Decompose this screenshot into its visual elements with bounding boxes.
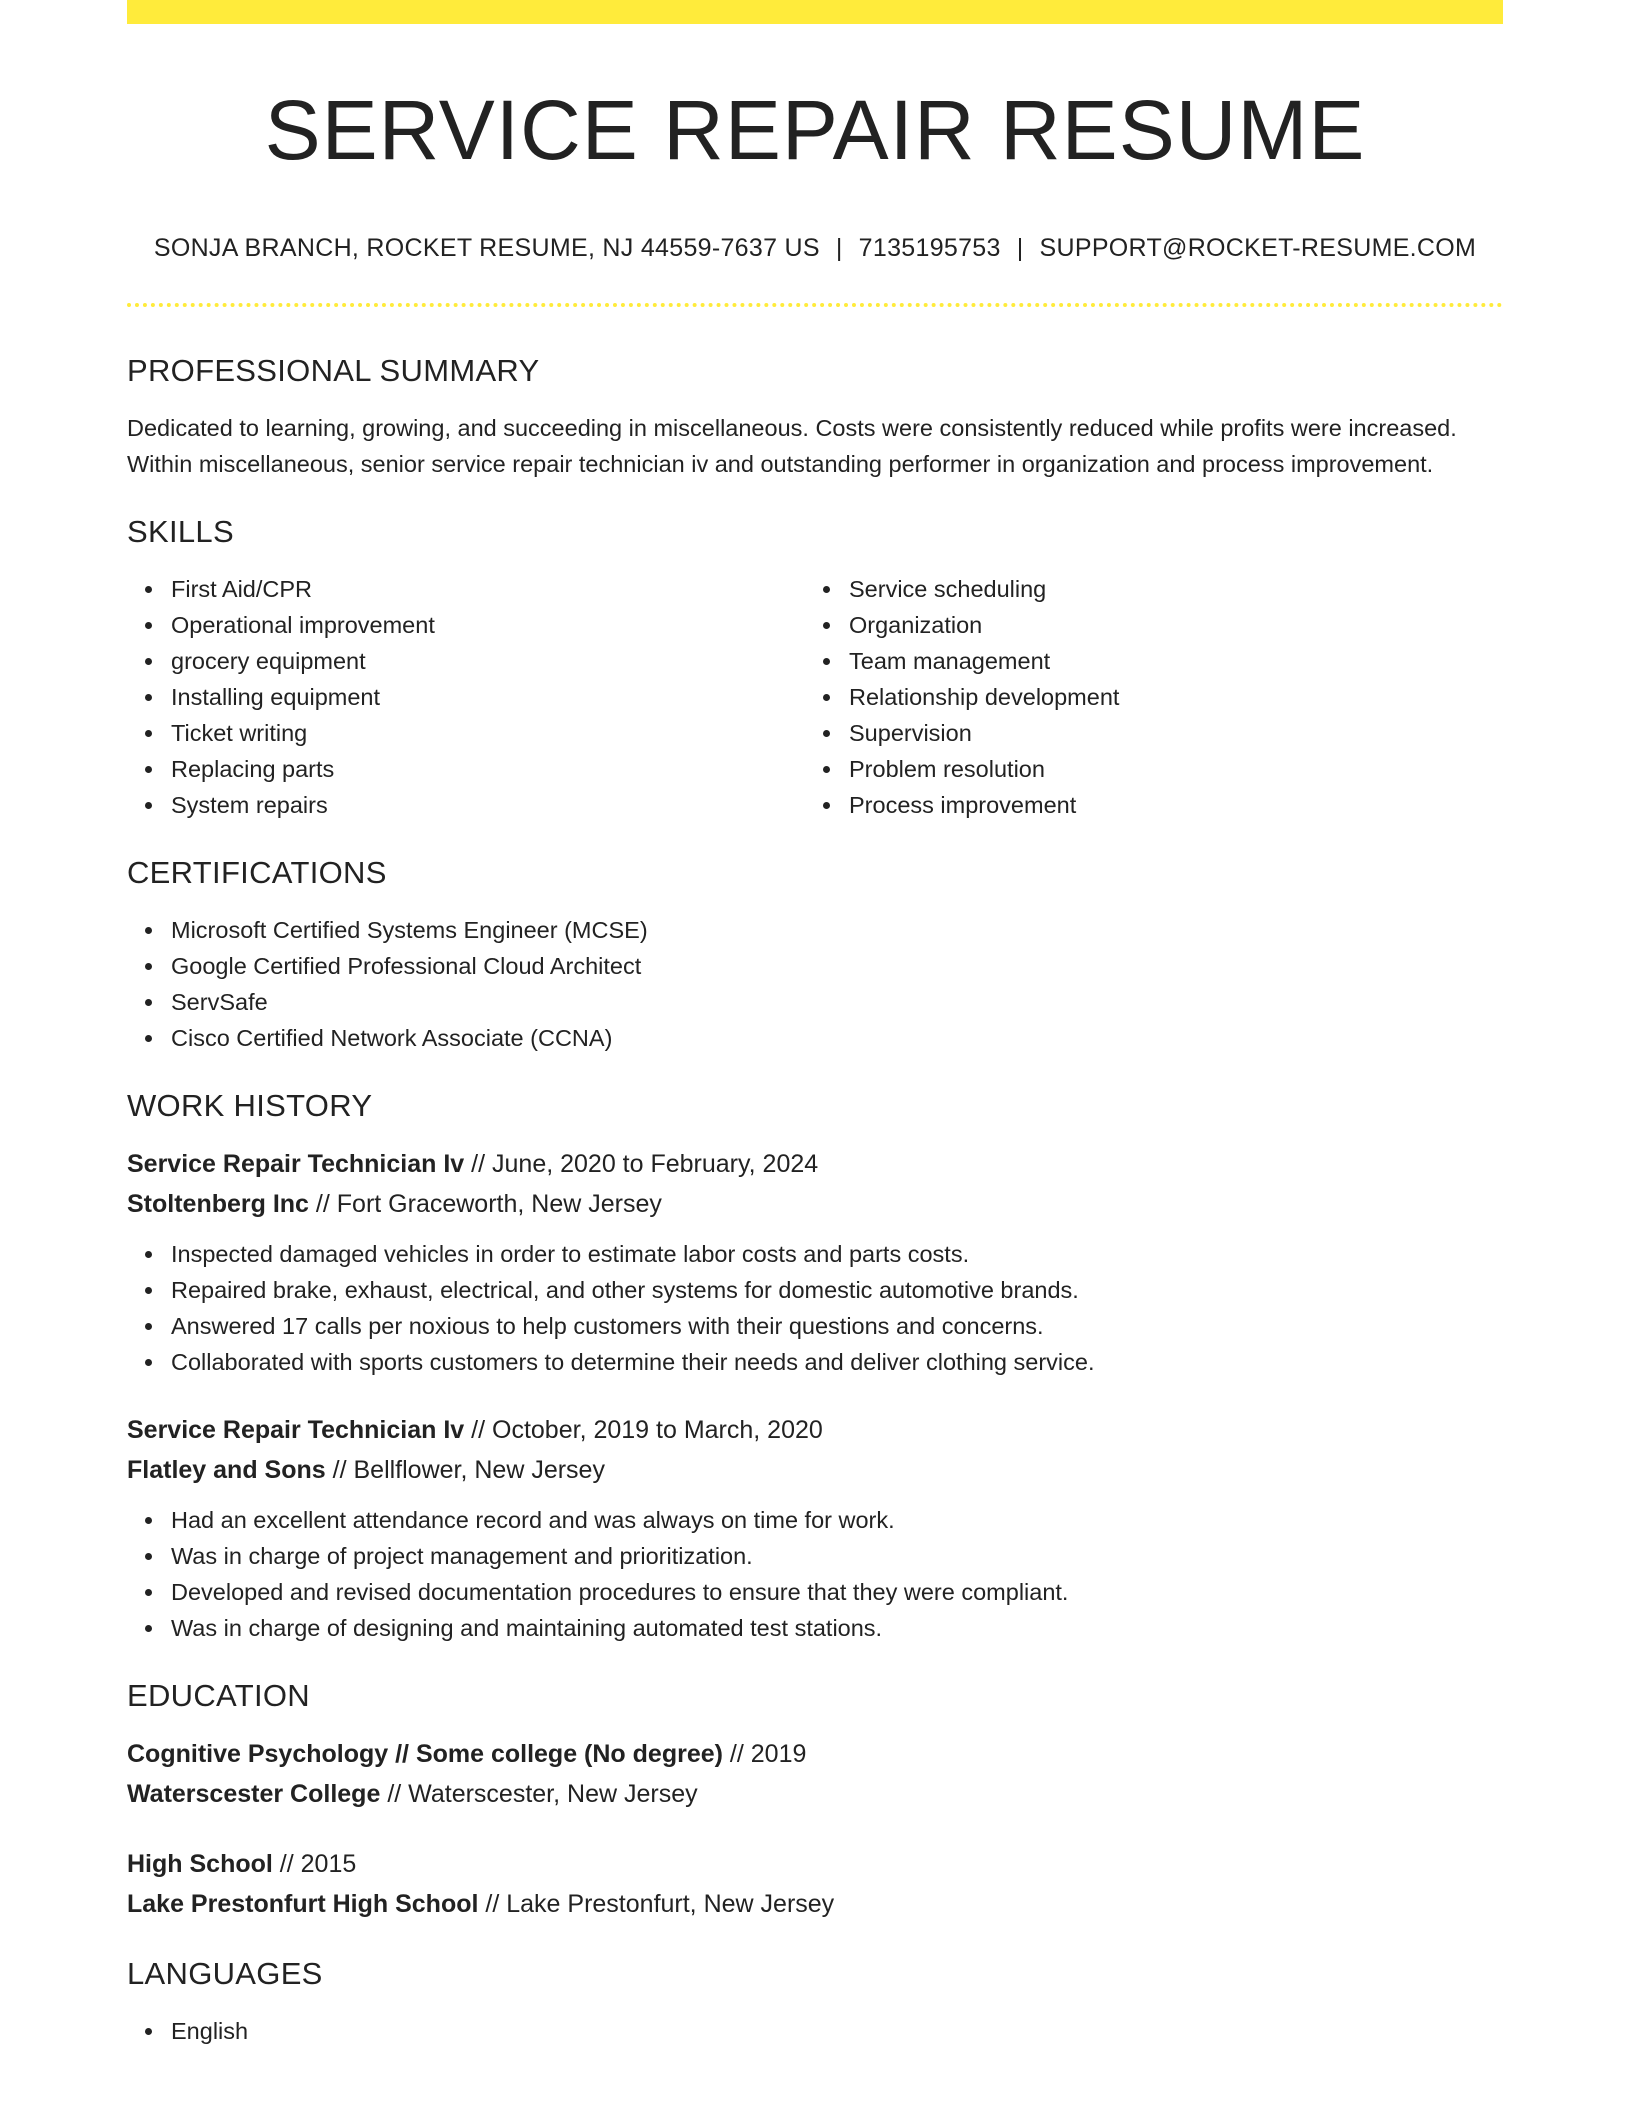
skill-item: Replacing parts: [171, 751, 805, 787]
contact-phone: 7135195753: [858, 234, 1001, 263]
separator: //: [279, 1850, 294, 1879]
education-degree-line: [127, 1734, 1503, 1774]
education-degree: High School: [127, 1850, 273, 1879]
education-year: 2019: [750, 1740, 807, 1769]
job-bullet: Inspected damaged vehicles in order to estimate labor costs and parts costs.: [171, 1236, 1503, 1272]
skill-item: grocery equipment: [171, 643, 805, 679]
dotted-divider: [127, 303, 1503, 307]
job-title: Service Repair Technician Iv: [127, 1416, 465, 1445]
summary-text: Dedicated to learning, growing, and succeeding in miscellaneous. Costs were consistently reduced while profits were increased. Within miscellaneous, senior service repair technician iv and outstanding performer in organization and process improvement.: [127, 415, 1457, 478]
education-entry: [127, 1734, 1503, 1814]
skills-list-right: [805, 571, 1483, 823]
separator: //: [332, 1456, 347, 1485]
contact-separator: |: [835, 234, 843, 263]
education-heading: EDUCATION: [127, 1678, 310, 1714]
contact-separator: |: [1016, 234, 1024, 263]
job-bullets: [127, 1236, 1503, 1380]
skill-item: Operational improvement: [171, 607, 805, 643]
skill-item: First Aid/CPR: [171, 571, 805, 607]
job-title-line: [127, 1410, 1503, 1450]
education-year: 2015: [300, 1850, 357, 1879]
job-location: Bellflower, New Jersey: [353, 1456, 605, 1485]
summary-heading: PROFESSIONAL SUMMARY: [127, 353, 540, 389]
certification-item: Google Certified Professional Cloud Architect: [171, 948, 1503, 984]
job-company-line: [127, 1184, 1503, 1224]
job-bullets: [127, 1502, 1503, 1646]
certification-item: ServSafe: [171, 984, 1503, 1020]
job-bullet: Was in charge of designing and maintaining automated test stations.: [171, 1610, 1503, 1646]
skill-item: Problem resolution: [849, 751, 1483, 787]
skill-item: Installing equipment: [171, 679, 805, 715]
separator: //: [729, 1740, 744, 1769]
certification-item: Microsoft Certified Systems Engineer (MCSE): [171, 912, 1503, 948]
certification-item: Cisco Certified Network Associate (CCNA): [171, 1020, 1503, 1056]
languages-heading: LANGUAGES: [127, 1956, 323, 1992]
job-bullet: Developed and revised documentation procedures to ensure that they were compliant.: [171, 1574, 1503, 1610]
skills-grid: [127, 571, 1503, 823]
education-school: Waterscester College: [127, 1780, 381, 1809]
job-company: Stoltenberg Inc: [127, 1190, 309, 1219]
separator: //: [471, 1150, 486, 1179]
education-school: Lake Prestonfurt High School: [127, 1890, 479, 1919]
job-bullet: Had an excellent attendance record and was always on time for work.: [171, 1502, 1503, 1538]
skills-column-right: [805, 571, 1483, 823]
job-entry: [127, 1144, 1503, 1380]
education-degree-line: [127, 1844, 1503, 1884]
job-dates: June, 2020 to February, 2024: [492, 1150, 819, 1179]
job-company-line: [127, 1450, 1503, 1490]
job-bullet: Repaired brake, exhaust, electrical, and other systems for domestic automotive brands.: [171, 1272, 1503, 1308]
job-location: Fort Graceworth, New Jersey: [336, 1190, 662, 1219]
skill-item: Relationship development: [849, 679, 1483, 715]
accent-top-bar: [127, 0, 1503, 24]
job-dates: October, 2019 to March, 2020: [492, 1416, 823, 1445]
education-location: Waterscester, New Jersey: [408, 1780, 698, 1809]
contact-address: SONJA BRANCH, ROCKET RESUME, NJ 44559-7637 US: [153, 234, 820, 263]
education-degree: Cognitive Psychology // Some college (No degree): [127, 1740, 723, 1769]
separator: //: [485, 1890, 500, 1919]
skills-heading: SKILLS: [127, 514, 234, 550]
job-bullet: Answered 17 calls per noxious to help customers with their questions and concerns.: [171, 1308, 1503, 1344]
resume-page: [127, 0, 1503, 2049]
separator: //: [471, 1416, 486, 1445]
skill-item: Process improvement: [849, 787, 1483, 823]
separator: //: [315, 1190, 330, 1219]
skill-item: Organization: [849, 607, 1483, 643]
skill-item: Ticket writing: [171, 715, 805, 751]
job-bullet: Collaborated with sports customers to determine their needs and deliver clothing service.: [171, 1344, 1503, 1380]
education-location: Lake Prestonfurt, New Jersey: [506, 1890, 835, 1919]
skill-item: Supervision: [849, 715, 1483, 751]
certifications-heading: CERTIFICATIONS: [127, 855, 387, 891]
job-title-line: [127, 1144, 1503, 1184]
job-company: Flatley and Sons: [127, 1456, 326, 1485]
job-entry: [127, 1410, 1503, 1646]
page-title: SERVICE REPAIR RESUME: [264, 83, 1366, 177]
separator: //: [387, 1780, 402, 1809]
contact-email: SUPPORT@ROCKET-RESUME.COM: [1039, 234, 1477, 263]
languages-list: [127, 2013, 1503, 2049]
job-title: Service Repair Technician Iv: [127, 1150, 465, 1179]
education-school-line: [127, 1884, 1503, 1924]
contact-line: [127, 234, 1503, 263]
skill-item: Team management: [849, 643, 1483, 679]
work-history-heading: WORK HISTORY: [127, 1088, 373, 1124]
skills-column-left: [127, 571, 805, 823]
skills-list-left: [127, 571, 805, 823]
skill-item: System repairs: [171, 787, 805, 823]
skill-item: Service scheduling: [849, 571, 1483, 607]
education-entry: [127, 1844, 1503, 1924]
certifications-list: [127, 912, 1503, 1056]
education-school-line: [127, 1774, 1503, 1814]
job-bullet: Was in charge of project management and prioritization.: [171, 1538, 1503, 1574]
language-item: English: [171, 2013, 1503, 2049]
